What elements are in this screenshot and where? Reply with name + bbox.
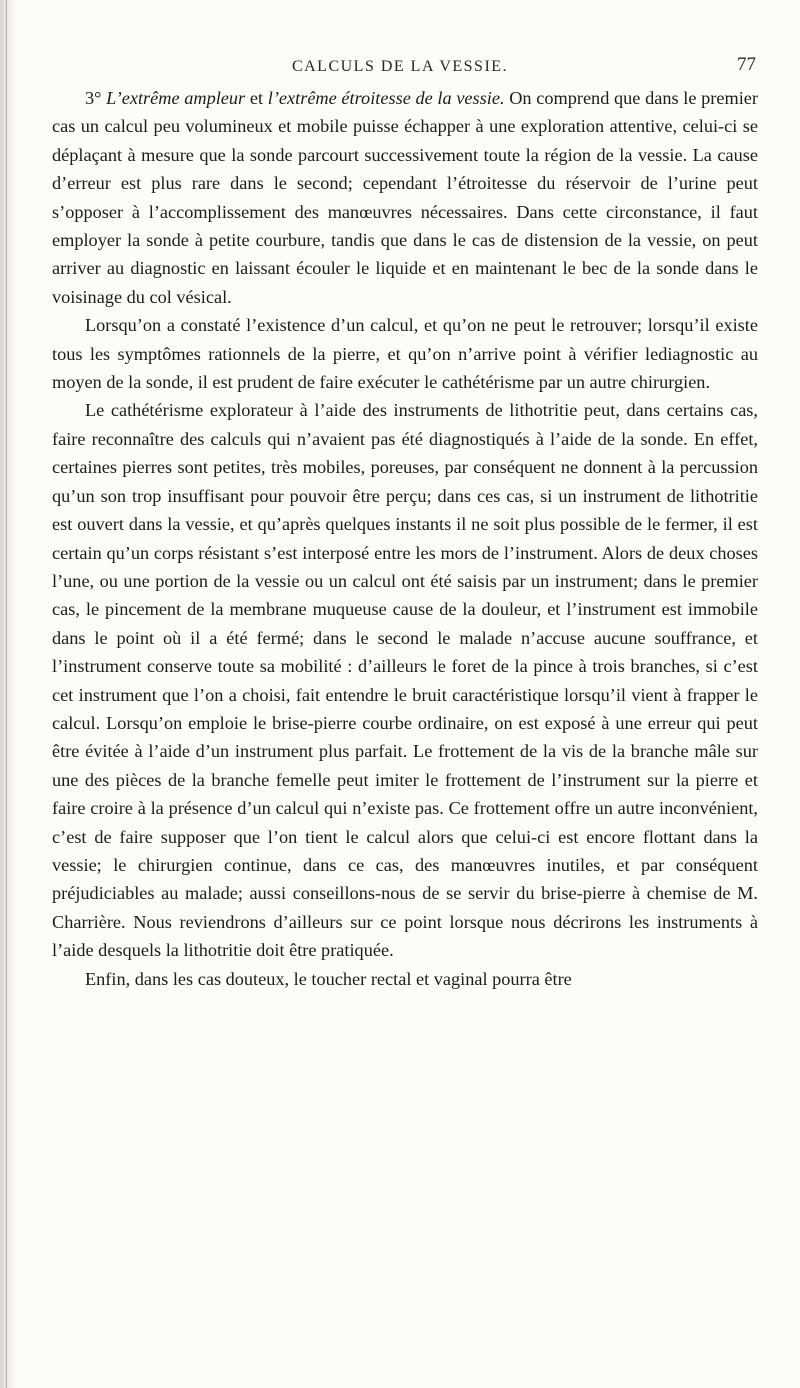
paragraph: Lorsqu’on a constaté l’existence d’un calcul, et qu’on ne peut le retrouver; lorsqu’il existe tous les symptômes rationnels de la pierre, et qu’on n’arrive point à vérifier lediagnostic au moyen de la sonde, il est prudent de faire exécuter le cathétérisme par un autre chirurgien. bbox=[52, 315, 758, 393]
page-binding-edge bbox=[6, 0, 7, 1388]
paragraph-text: On comprend que dans le premier cas un calcul peu volumineux et mobile puisse échapper à une exploration attentive, celui-ci se déplaçant à mesure que la sonde parcourt successivement toute la région de la vessie. La cause d’erreur est plus rare dans le second; cependant l’étroitesse du réservoir de l’urine peut s’opposer à l’accomplissement des manœuvres nécessaires. Dans cette circonstance, il faut employer la sonde à petite courbure, tandis que dans le cas de distension de la vessie, on peut arriver au diagnostic en laissant écouler le liquide et en maintenant le bec de la sonde dans le voisinage du col vésical. bbox=[52, 88, 758, 307]
paragraph-section-3 bbox=[52, 84, 758, 311]
section-number: 3° bbox=[85, 88, 107, 108]
running-head-title: CALCULS DE LA VESSIE. bbox=[291, 58, 509, 75]
paragraph: Enfin, dans les cas douteux, le toucher rectal et vaginal pourra être bbox=[85, 968, 572, 989]
section-heading-italic-1: L’extrême ampleur bbox=[106, 88, 246, 108]
section-heading-italic-2: l’extrême étroitesse de la vessie. bbox=[267, 88, 505, 108]
body-text bbox=[52, 84, 758, 993]
page-binding-shadow bbox=[0, 0, 16, 1388]
section-heading-connector: et bbox=[245, 88, 268, 108]
paragraph: Le cathétérisme explorateur à l’aide des instruments de lithotritie peut, dans certains cas, faire reconnaître des calculs qui n’avaient pas été diagnostiqués à l’aide de la sonde. En effet, certaines pierres sont petites, très mobiles, poreuses, par conséquent ne donnent à la percussion qu’un son trop insuffisant pour pouvoir être perçu; dans ces cas, si un instrument de lithotritie est ouvert dans la vessie, et qu’après quelques instants il ne soit plus possible de le fermer, il est certain qu’un corps résistant s’est interposé entre les mors de l’instrument. Alors de deux choses l’une, ou une portion de la vessie ou un calcul ont été saisis par un instrument; dans le premier cas, le pincement de la membrane muqueuse cause de la douleur, et l’instrument est immobile dans le point où il a été fermé; dans le second le malade n’accuse aucune souffrance, et l’instrument conserve toute sa mobilité : d’ailleurs le foret de la pince à trois branches, si c’est cet instrument que l’on a choisi, fait entendre le bruit caractéristique lorsqu’il vient à frapper le calcul. Lorsqu’on emploie le brise-pierre courbe ordinaire, on est exposé à une erreur qui peut être évitée à l’aide d’un instrument plus parfait. Le frottement de la vis de la branche mâle sur une des pièces de la branche femelle peut imiter le frottement de l’instrument sur la pierre et faire croire à la présence d’un calcul qui n’existe pas. Ce frottement offre un autre inconvénient, c’est de faire supposer que l’on tient le calcul alors que celui-ci est encore flottant dans la vessie; le chirurgien continue, dans ce cas, des manœuvres inutiles, et par conséquent préjudiciables au malade; aussi conseillons-nous de se servir du brise-pierre à chemise de M. Charrière. Nous reviendrons d’ailleurs sur ce point lorsque nous décrirons les instruments à l’aide desquels la lithotritie doit être pratiquée. bbox=[52, 400, 758, 961]
running-head bbox=[0, 54, 800, 82]
page-number: 77 bbox=[737, 54, 756, 75]
